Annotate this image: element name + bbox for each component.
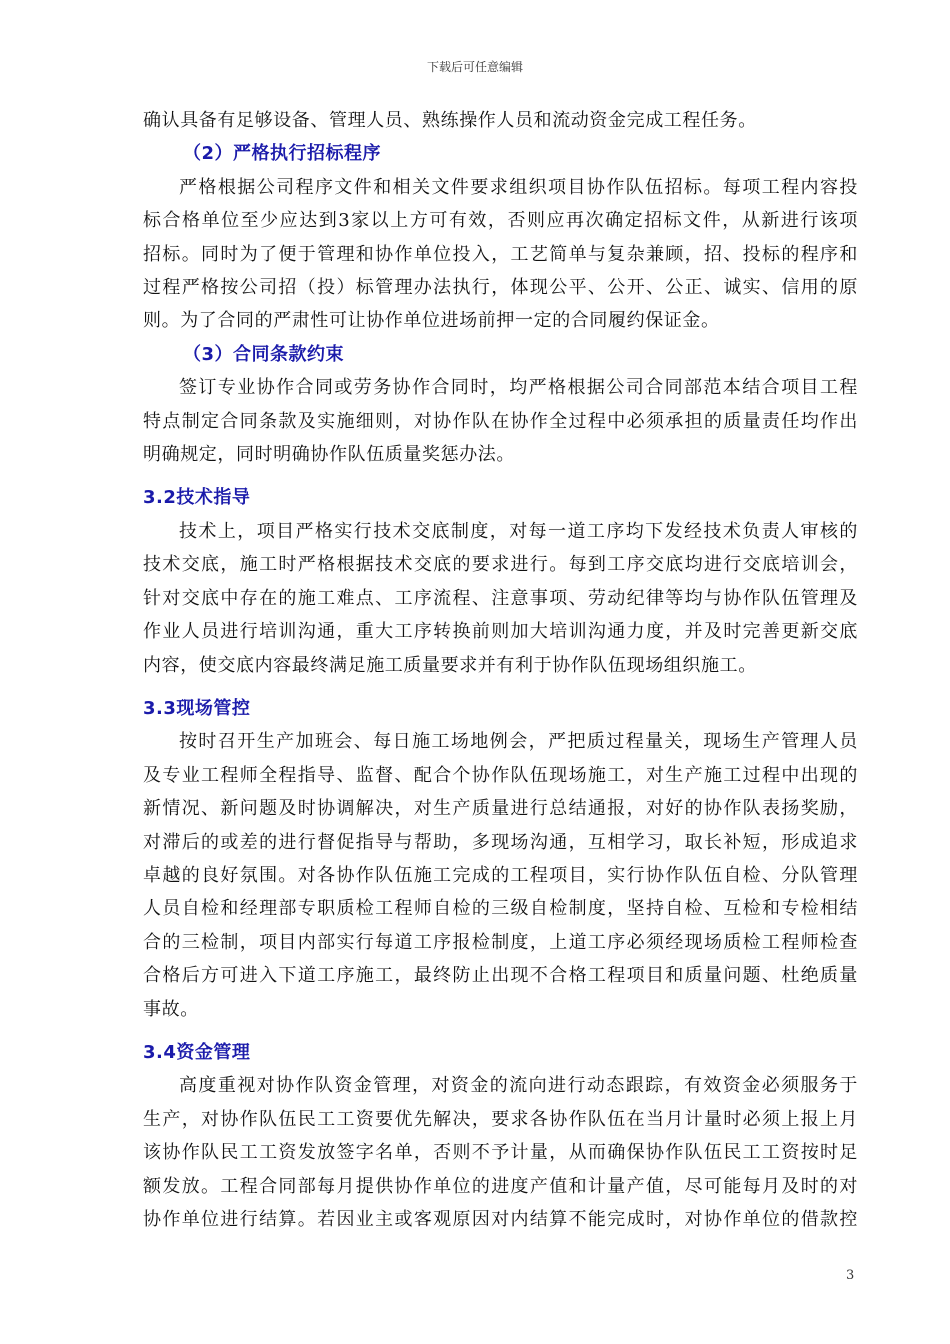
paragraph-line: 技术上，项目严格实行技术交底制度，对每一道工序均下发经技术负责人审核的 [179, 520, 858, 542]
section-heading-technical-guidance: 3.2技术指导 [143, 487, 251, 509]
document-body [143, 104, 858, 1236]
paragraph-line: 人员自检和经理部专职质检工程师自检的三级自检制度，坚持自检、互检和专检相结 [143, 898, 858, 920]
paragraph-line: 过程严格按公司招（投）标管理办法执行，体现公平、公开、公正、诚实、信用的原 [143, 277, 858, 299]
paragraph-bidding [143, 171, 858, 338]
section-heading-site-control: 3.3现场管控 [143, 697, 251, 719]
paragraph-line: 签订专业协作合同或劳务协作合同时，均严格根据公司合同部范本结合项目工程 [179, 377, 858, 399]
paragraph-line: 确认具备有足够设备、管理人员、熟练操作人员和流动资金完成工程任务。 [143, 110, 757, 131]
paragraph-line: 技术交底，施工时严格根据技术交底的要求进行。每到工序交底均进行交底培训会， [143, 554, 858, 576]
paragraph-line: 卓越的良好氛围。对各协作队伍施工完成的工程项目，实行协作队伍自检、分队管理 [143, 864, 858, 886]
subheading-bidding-procedure: （2）严格执行招标程序 [183, 143, 382, 165]
paragraph-line: 作业人员进行培训沟通，重大工序转换前则加大培训沟通力度，并及时完善更新交底 [143, 621, 858, 643]
paragraph-line: 针对交底中存在的施工难点、工序流程、注意事项、劳动纪律等均与协作队伍管理及 [143, 587, 858, 609]
paragraph-site-control [143, 725, 858, 1026]
paragraph-line: 事故。 [143, 998, 199, 1020]
paragraph-line: 严格根据公司程序文件和相关文件要求组织项目协作队伍招标。每项工程内容投 [179, 176, 858, 198]
subheading-contract-terms: （3）合同条款约束 [183, 343, 345, 365]
page-header: 下载后可任意编辑 [426, 60, 523, 74]
paragraph-line: 生产，对协作队伍民工工资要优先解决，要求各协作队伍在当月计量时必须上报上月 [143, 1108, 858, 1130]
paragraph-line: 标合格单位至少应达到3家以上方可有效，否则应再次确定招标文件，从新进行该项 [143, 210, 858, 232]
paragraph-line: 特点制定合同条款及实施细则，对协作队在协作全过程中必须承担的质量责任均作出 [143, 410, 858, 432]
paragraph-line: 该协作队民工工资发放签字名单，否则不予计量，从而确保协作队伍民工工资按时足 [143, 1142, 858, 1164]
paragraph-line: 合的三检制，项目内部实行每道工序报检制度，上道工序必须经现场质检工程师检查 [143, 931, 858, 953]
paragraph-line: 内容，使交底内容最终满足施工质量要求并有利于协作队伍现场组织施工。 [143, 654, 757, 676]
paragraph-line: 招标。同时为了便于管理和协作单位投入，工艺简单与复杂兼顾，招、投标的程序和 [143, 243, 858, 265]
paragraph-line: 按时召开生产加班会、每日施工场地例会，严把质过程量关，现场生产管理人员 [179, 731, 858, 753]
section-heading-funds-management: 3.4资金管理 [143, 1041, 251, 1063]
paragraph-funds [143, 1069, 858, 1236]
paragraph-line: 合格后方可进入下道工序施工，最终防止出现不合格工程项目和质量问题、杜绝质量 [143, 965, 858, 987]
paragraph-line: 明确规定，同时明确协作队伍质量奖惩办法。 [143, 444, 515, 466]
paragraph-line: 高度重视对协作队资金管理，对资金的流向进行动态跟踪，有效资金必须服务于 [179, 1075, 858, 1097]
paragraph-line: 对滞后的或差的进行督促指导与帮助，多现场沟通，互相学习，取长补短，形成追求 [143, 831, 858, 853]
page-number: 3 [846, 1268, 855, 1283]
paragraph-line: 则。为了合同的严肃性可让协作单位进场前押一定的合同履约保证金。 [143, 310, 720, 332]
paragraph-line: 协作单位进行结算。若因业主或客观原因对内结算不能完成时，对协作单位的借款控 [143, 1209, 858, 1230]
paragraph-technical [143, 515, 858, 682]
paragraph-contract [143, 371, 858, 471]
paragraph-line: 额发放。工程合同部每月提供协作单位的进度产值和计量产值，尽可能每月及时的对 [143, 1175, 858, 1197]
paragraph-line: 及专业工程师全程指导、监督、配合个协作队伍现场施工，对生产施工过程中出现的 [143, 764, 858, 786]
paragraph-line: 新情况、新问题及时协调解决，对生产质量进行总结通报，对好的协作队表扬奖励， [143, 798, 858, 820]
